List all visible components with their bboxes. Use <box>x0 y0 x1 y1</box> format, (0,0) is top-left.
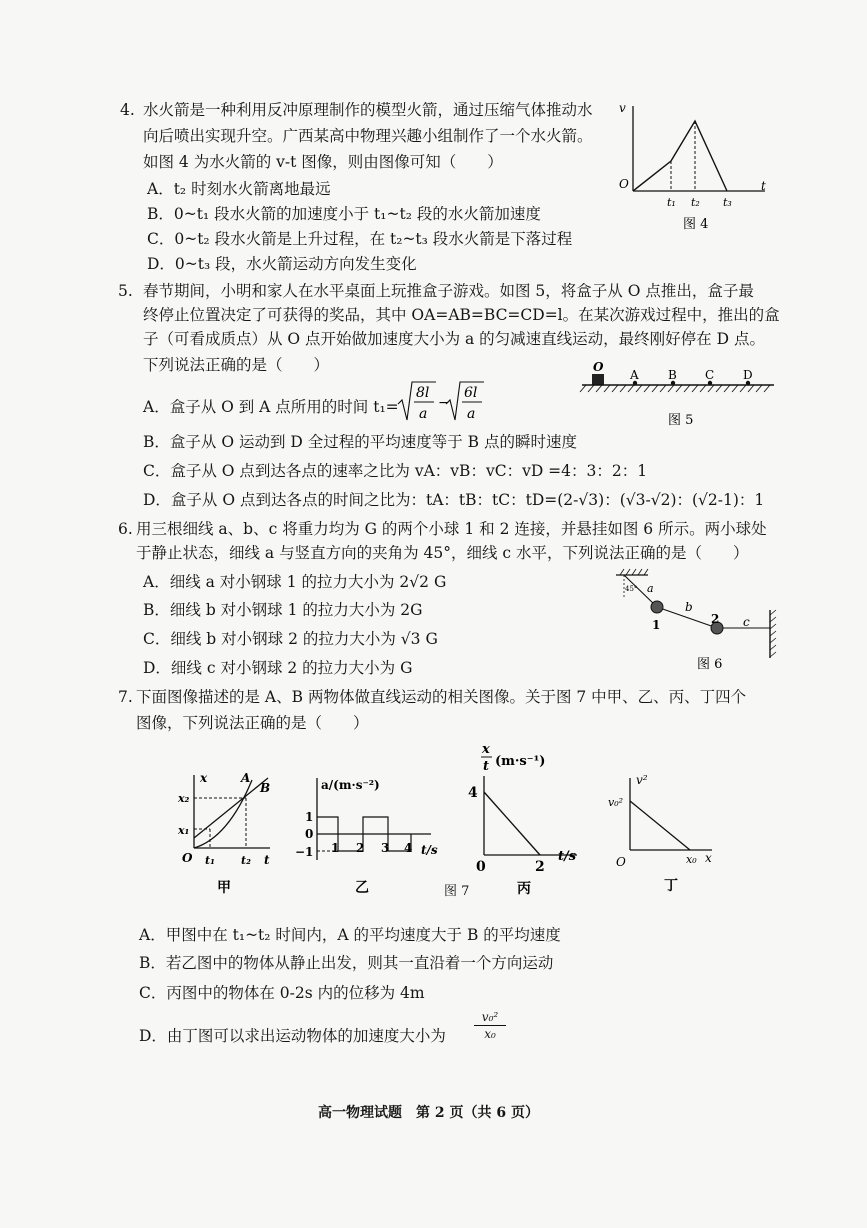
yi-tick-one: 1 <box>305 810 314 824</box>
q4-stem-line1: 水火箭是一种利用反冲原理制作的模型火箭，通过压缩气体推动水 <box>143 101 593 119</box>
figure-7-yi-at-graph <box>293 770 443 900</box>
yi-tick-neg1: −1 <box>295 845 314 859</box>
q6-stem-line1: 用三根细线 a、b、c 将重力均为 G 的两个小球 1 和 2 连接，并悬挂如图 6 所示。两小球处 <box>136 520 767 538</box>
ding-x0-label: x₀ <box>686 853 697 866</box>
bing-y-label-den: t <box>483 759 490 774</box>
q7-option-d-numerator: v₀² <box>474 1010 506 1026</box>
q5-sqrt1-numerator: 8l <box>416 385 430 401</box>
fig6-label-c: c <box>743 615 750 629</box>
bing-unit: (m·s⁻¹) <box>495 754 546 769</box>
fig5-label-b: B <box>668 368 677 382</box>
q7-option-d-fraction <box>474 1010 506 1041</box>
figure-5-track <box>578 358 778 430</box>
q7-option-c: C．丙图中的物体在 0-2s 内的位移为 4m <box>139 984 425 1002</box>
fig4-t2-label: t₂ <box>691 196 700 209</box>
q5-sqrt1-denominator: a <box>419 406 428 422</box>
yi-x-label: t/s <box>421 843 438 857</box>
figure-7-ding-v2x-graph <box>608 770 723 900</box>
q5-sqrt2-numerator: 6l <box>464 385 478 401</box>
fig4-t-label: t <box>761 179 766 193</box>
q4-stem-line2: 向后喷出实现升空。广西某高中物理兴趣小组制作了一个水火箭。 <box>143 127 593 145</box>
q4-option-a: A．t₂ 时刻水火箭离地最远 <box>147 180 331 198</box>
fig5-label-c: C <box>705 368 715 382</box>
q7-number: 7. <box>118 688 133 706</box>
ding-line <box>630 801 690 850</box>
jia-x2-label: x₂ <box>178 792 190 805</box>
q5-option-c: C．盒子从 O 点到达各点的速率之比为 vA：vB：vC：vD =4：3：2：1 <box>143 462 648 480</box>
bing-tick-2: 2 <box>535 859 545 875</box>
fig6-label-ball1: 1 <box>652 618 661 632</box>
yi-tick-2: 2 <box>356 841 365 855</box>
q5-minus: − <box>438 395 450 411</box>
ding-origin: O <box>616 855 626 869</box>
jia-t2-label: t₂ <box>241 854 251 867</box>
fig6-angle-label: 45° <box>625 585 638 593</box>
yi-tick-zero: 0 <box>305 827 314 841</box>
q7-stem-line1: 下面图像描述的是 A、B 两物体做直线运动的相关图像。关于图 7 中甲、乙、丙、丁四个 <box>136 688 747 706</box>
fig6-label-b: b <box>685 600 693 614</box>
bing-x-label: t/s <box>558 849 577 864</box>
figure-4-vt-graph <box>615 96 775 236</box>
fig5-label-d: D <box>743 368 753 382</box>
page-footer: 高一物理试题 第 2 页（共 6 页） <box>318 1105 539 1121</box>
q6-option-d: D．细线 c 对小钢球 2 的拉力大小为 G <box>143 659 413 677</box>
q5-stem-line1: 春节期间，小明和家人在水平桌面上玩推盒子游戏。如图 5，将盒子从 O 点推出，盒子最 <box>143 282 754 300</box>
jia-t1-label: t₁ <box>205 854 215 867</box>
figure-7-bing-xt-over-t-graph <box>462 740 592 905</box>
fig5-label-a: A <box>630 368 639 382</box>
q5-stem-line3: 子（可看成质点）从 O 点开始做加速度大小为 a 的匀减速直线运动，最终刚好停在 D 点。 <box>143 330 765 348</box>
yi-tick-3: 3 <box>381 841 390 855</box>
figure-7-jia-xt-graph <box>172 770 282 900</box>
fig6-label-ball2: 2 <box>711 612 720 626</box>
yi-tick-4: 4 <box>404 841 413 855</box>
q6-option-b: B．细线 b 对小钢球 1 的拉力大小为 2G <box>143 601 423 619</box>
q5-option-b: B．盒子从 O 运动到 D 全过程的平均速度等于 B 点的瞬时速度 <box>143 433 577 451</box>
q5-number: 5. <box>118 282 133 300</box>
fig6-caption: 图 6 <box>697 657 723 672</box>
q5-option-d: D．盒子从 O 点到达各点的时间之比为：tA：tB：tC：tD=(2-√3)：(√3-√2)：(√2-1)：1 <box>143 491 765 509</box>
fig7-caption: 图 7 <box>444 884 470 899</box>
fig4-t1-label: t₁ <box>667 196 676 209</box>
fig5-caption: 图 5 <box>668 413 694 428</box>
q4-number: 4. <box>120 101 135 119</box>
q7-option-b: B．若乙图中的物体从静止出发，则其一直沿着一个方向运动 <box>139 954 554 972</box>
q7-option-d: D．由丁图可以求出运动物体的加速度大小为 <box>139 1027 446 1045</box>
q6-stem-line2: 于静止状态，细线 a 与竖直方向的夹角为 45°，细线 c 水平，下列说法正确的是（ ） <box>136 544 749 562</box>
jia-label-b: B <box>260 781 271 795</box>
fig5-box <box>592 374 604 385</box>
fig6-ball-1 <box>651 601 663 613</box>
q5-option-a: A．盒子从 O 到 A 点所用的时间 t₁= <box>143 398 399 416</box>
bing-line <box>484 792 540 855</box>
jia-t-label: t <box>264 853 270 867</box>
q4-option-c: C．0~t₂ 段水火箭是上升过程，在 t₂~t₃ 段水火箭是下落过程 <box>147 230 573 248</box>
ding-v02-label: v₀² <box>608 796 624 809</box>
fig6-label-a: a <box>647 582 654 595</box>
q7-stem-line2: 图像，下列说法正确的是（ ） <box>136 714 369 732</box>
fig5-ground-hatch <box>580 385 770 392</box>
jia-origin: O <box>182 851 193 865</box>
jia-x-label: x <box>200 771 208 785</box>
q4-option-b: B．0~t₁ 段水火箭的加速度小于 t₁~t₂ 段的水火箭加速度 <box>147 205 541 223</box>
bing-tick-0: 0 <box>476 859 486 875</box>
q6-option-c: C．细线 b 对小钢球 2 的拉力大小为 √3 G <box>143 630 438 648</box>
jia-x1-label: x₁ <box>178 824 190 837</box>
q5-sqrt2-denominator: a <box>467 406 476 422</box>
yi-y-label: a/(m·s⁻²) <box>321 778 380 792</box>
fig5-label-o: O <box>593 360 604 374</box>
q4-option-d: D．0~t₃ 段，水火箭运动方向发生变化 <box>147 255 417 273</box>
fig4-caption: 图 4 <box>683 217 709 232</box>
ding-x-label: x <box>705 851 712 865</box>
yi-caption: 乙 <box>355 880 369 896</box>
q4-stem-line3: 如图 4 为水火箭的 v-t 图像，则由图像可知（ ） <box>143 153 503 171</box>
q6-number: 6. <box>118 520 133 538</box>
q5-stem-line4: 下列说法正确的是（ ） <box>143 356 330 374</box>
yi-tick-1: 1 <box>331 841 340 855</box>
fig4-v-label: v <box>619 101 626 115</box>
ding-v2-label: v² <box>636 773 648 787</box>
q5-option-a-formula <box>396 378 486 426</box>
figure-6-hanging-balls <box>610 565 790 675</box>
ding-caption: 丁 <box>664 878 678 894</box>
fig4-vt-line <box>633 121 727 191</box>
fig4-origin-label: O <box>619 177 629 191</box>
q6-option-a: A．细线 a 对小钢球 1 的拉力大小为 2√2 G <box>143 573 447 591</box>
q7-option-d-denominator: x₀ <box>484 1027 496 1041</box>
q7-option-a: A．甲图中在 t₁~t₂ 时间内，A 的平均速度大于 B 的平均速度 <box>139 926 561 944</box>
bing-y-label-num: x <box>482 742 490 757</box>
bing-caption: 丙 <box>517 881 531 897</box>
jia-label-a: A <box>241 771 251 785</box>
q5-stem-line2: 终停止位置决定了可获得的奖品，其中 OA=AB=BC=CD=l。在某次游戏过程中，推出的盒 <box>143 306 780 324</box>
fig4-t3-label: t₃ <box>723 196 732 209</box>
bing-tick-4: 4 <box>468 785 478 801</box>
jia-caption: 甲 <box>217 880 231 896</box>
